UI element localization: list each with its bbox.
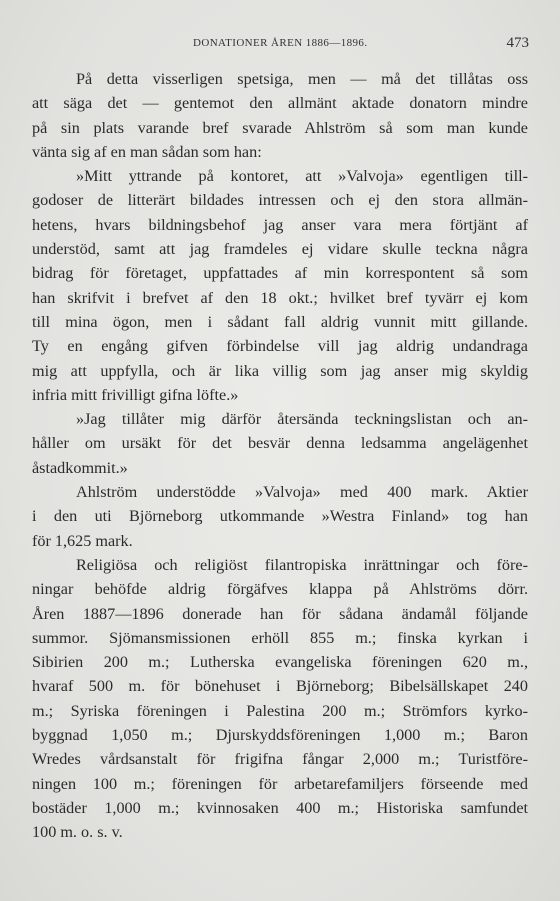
text-line: till mina ögon, men i sådant fall aldrig vunnit mitt gillande. xyxy=(32,312,528,331)
text-line: godoser de litterärt bildades intressen och ej den stora allmän- xyxy=(32,191,528,210)
text-line: understöd, samt att jag framdeles ej vidare skulle teckna några xyxy=(32,240,528,259)
text-line: håller om ursäkt för det besvär denna ledsamma angelägenhet xyxy=(32,434,528,453)
text-line: bostäder 1,000 m.; kvinnosaken 400 m.; Historiska samfundet xyxy=(32,798,528,817)
text-line: summor. Sjömansmissionen erhöll 855 m.; finska kyrkan i xyxy=(32,628,528,647)
text-line: 100 m. o. s. v. xyxy=(32,823,123,842)
page-number: 473 xyxy=(506,35,529,51)
body-text xyxy=(32,67,528,845)
text-line: åstadkommit.» xyxy=(32,458,128,477)
running-head xyxy=(0,37,560,57)
text-line: infria mitt frivilligt gifna löfte.» xyxy=(32,385,239,404)
text-line: bidrag för företaget, uppfattades af min korrespontent så som xyxy=(32,264,528,283)
text-line: Åren 1887—1896 donerade han för sådana ändamål följande xyxy=(32,604,528,623)
paragraph xyxy=(32,164,528,407)
text-line: ningar behöfde aldrig förgäfves klappa på Ahlströms dörr. xyxy=(32,580,528,599)
text-line: hvaraf 500 m. för bönehuset i Björneborg; Bibelsällskapet 240 xyxy=(32,677,528,696)
text-line: Ty en engång gifven förbindelse vill jag aldrig undandraga xyxy=(32,337,528,356)
text-line: för 1,625 mark. xyxy=(32,531,133,550)
text-line: i den uti Björneborg utkommande »Westra Finland» tog han xyxy=(32,507,528,526)
paragraph xyxy=(32,553,528,845)
paragraph xyxy=(32,67,528,164)
paragraph xyxy=(32,480,528,553)
text-line: byggnad 1,050 m.; Djurskyddsföreningen 1,000 m.; Baron xyxy=(32,726,528,745)
text-line: »Jag tillåter mig därför återsända teckningslistan och an- xyxy=(76,410,528,429)
text-line: m.; Syriska föreningen i Palestina 200 m.; Strömfors kyrko- xyxy=(32,701,528,720)
text-line: Wredes vårdsanstalt för frigifna fångar 2,000 m.; Turistföre- xyxy=(32,750,528,769)
text-line: att säga det — gentemot den allmänt aktade donatorn mindre xyxy=(32,94,528,113)
text-line: På detta visserligen spetsiga, men — må det tillåtas oss xyxy=(76,70,528,88)
paragraph xyxy=(32,407,528,480)
text-line: hetens, hvars bildningsbehof jag anser vara mera förtjänt af xyxy=(32,215,528,234)
text-line: ningen 100 m.; föreningen för arbetarefamiljers förseende med xyxy=(32,774,528,793)
text-line: »Mitt yttrande på kontoret, att »Valvoja» egentligen till- xyxy=(76,167,528,186)
text-line: mig att uppfylla, och är lika villig som jag anser mig skyldig xyxy=(32,361,528,380)
text-line: vänta sig af en man sådan som han: xyxy=(32,142,262,161)
text-line: han skrifvit i brefvet af den 18 okt.; hvilket bref tyvärr ej kom xyxy=(32,288,528,307)
text-line: Sibirien 200 m.; Lutherska evangeliska föreningen 620 m., xyxy=(32,653,528,672)
text-line: Ahlström understödde »Valvoja» med 400 mark. Aktier xyxy=(76,483,528,502)
text-line: Religiösa och religiöst filantropiska inrättningar och före- xyxy=(76,555,528,574)
text-line: på sin plats varande bref svarade Ahlström så som man kunde xyxy=(32,118,528,137)
running-title: DONATIONER ÅREN 1886—1896. xyxy=(193,37,368,49)
